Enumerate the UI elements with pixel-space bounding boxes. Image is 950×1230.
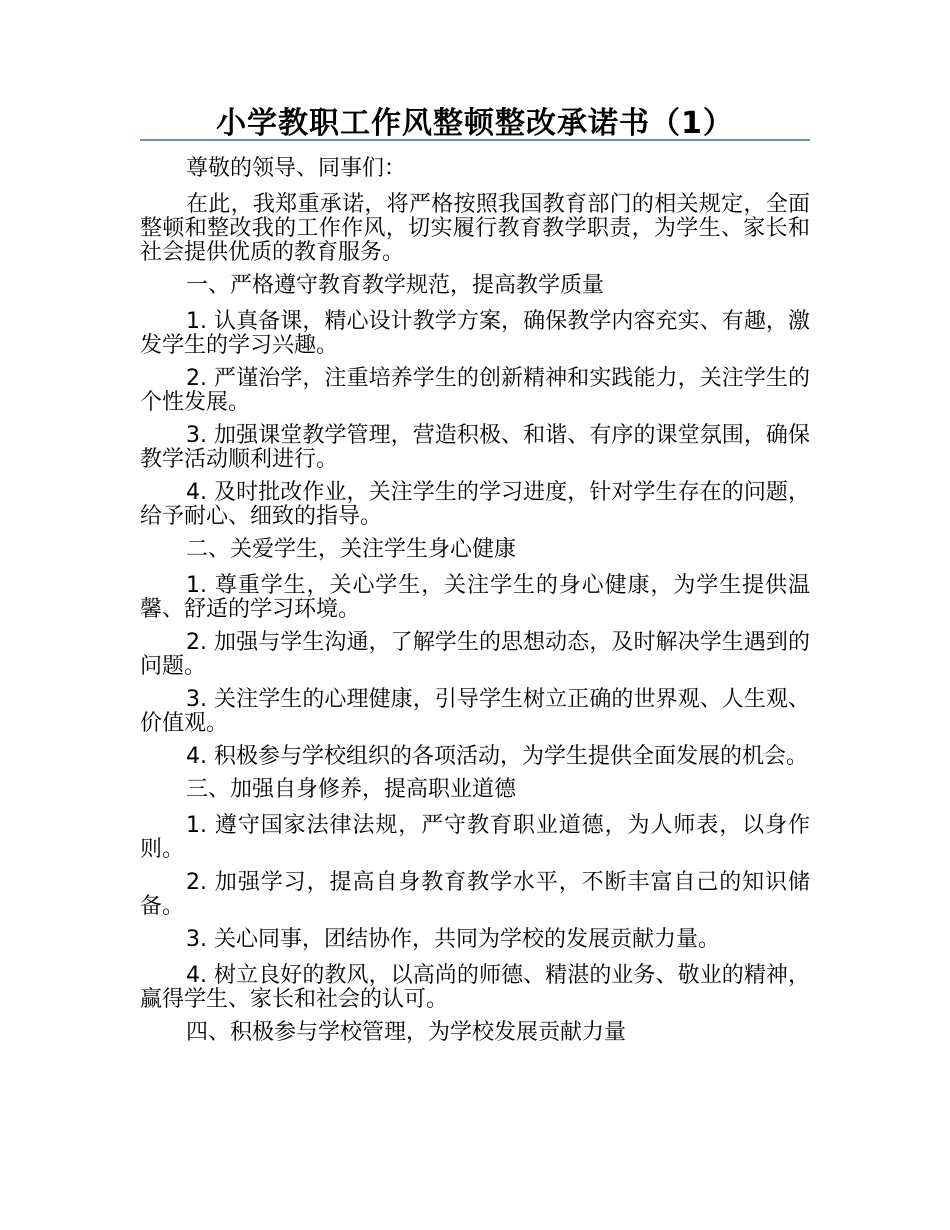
document-body xyxy=(140,157,810,1057)
section-3-item-3: 3. 关心同事，团结协作，共同为学校的发展贡献力量。 xyxy=(186,927,720,952)
intro-paragraph: 在此，我郑重承诺，将严格按照我国教育部门的相关规定，全面整顿和整改我的工作作风，切实履行教育教学职责，为学生、家长和社会提供优质的教育服务。 xyxy=(140,192,810,265)
section-3-item-1: 1. 遵守国家法律法规，严守教育职业道德，为人师表，以身作则。 xyxy=(140,813,810,862)
section-1-item-3: 3. 加强课堂教学管理，营造积极、和谐、有序的课堂氛围，确保教学活动顺利进行。 xyxy=(140,423,810,472)
section-2-item-3: 3. 关注学生的心理健康，引导学生树立正确的世界观、人生观、价值观。 xyxy=(140,687,810,736)
section-2-item-1: 1. 尊重学生，关心学生，关注学生的身心健康，为学生提供温馨、舒适的学习环境。 xyxy=(140,573,810,622)
title-underline xyxy=(140,139,810,141)
document-title: 小学教职工作风整顿整改承诺书（1） xyxy=(216,106,734,141)
section-1-item-1: 1. 认真备课，精心设计教学方案，确保教学内容充实、有趣，激发学生的学习兴趣。 xyxy=(140,309,810,358)
section-2-item-2: 2. 加强与学生沟通，了解学生的思想动态，及时解决学生遇到的问题。 xyxy=(140,630,810,679)
section-1-item-2: 2. 严谨治学，注重培养学生的创新精神和实践能力，关注学生的个性发展。 xyxy=(140,366,810,415)
section-heading-4: 四、积极参与学校管理，为学校发展贡献力量 xyxy=(186,1020,627,1045)
section-heading-3: 三、加强自身修养，提高职业道德 xyxy=(186,777,517,802)
section-3-item-2: 2. 加强学习，提高自身教育教学水平，不断丰富自己的知识储备。 xyxy=(140,870,810,919)
section-2-item-4: 4. 积极参与学校组织的各项活动，为学生提供全面发展的机会。 xyxy=(186,744,808,769)
salutation: 尊敬的领导、同事们： xyxy=(186,156,407,181)
section-3-item-4: 4. 树立良好的教风，以高尚的师德、精湛的业务、敬业的精神，赢得学生、家长和社会的认可。 xyxy=(140,963,810,1012)
section-heading-1: 一、严格遵守教育教学规范，提高教学质量 xyxy=(186,273,605,298)
section-heading-2: 二、关爱学生，关注学生身心健康 xyxy=(186,537,517,562)
section-1-item-4: 4. 及时批改作业，关注学生的学习进度，针对学生存在的问题，给予耐心、细致的指导。 xyxy=(140,480,810,529)
